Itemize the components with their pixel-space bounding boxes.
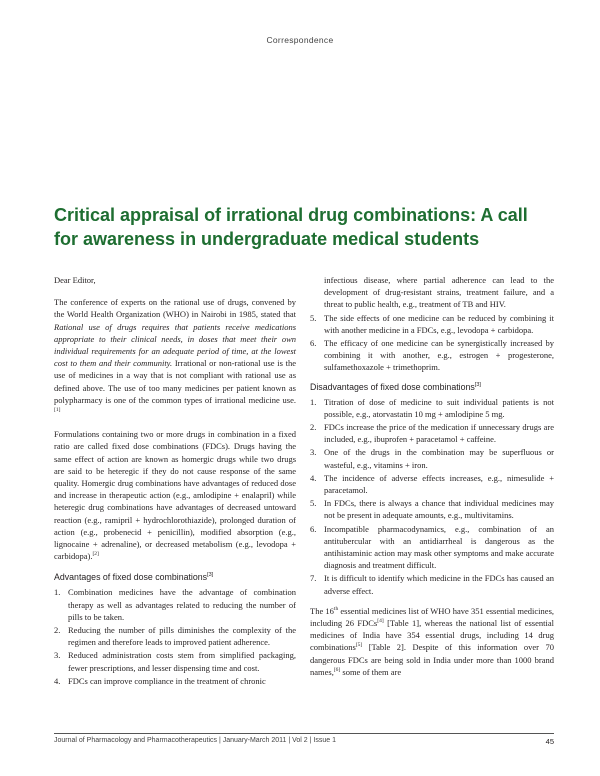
salutation: Dear Editor, (54, 275, 96, 285)
list-item: 5. In FDCs, there is always a chance that individual medicines may not be present in adequate amounts, e.g., multivitamins. (310, 498, 554, 521)
journal-info: Journal of Pharmacology and Pharmacotherapeutics | January-March 2011 | Vol 2 | Issue 1 (54, 737, 336, 744)
advantages-list (54, 586, 296, 687)
list-item: 2. Reducing the number of pills diminishes the complexity of the regimen and therefore leads to improved patient adherence. (54, 625, 296, 648)
list-item: 1. Titration of dose of medicine to suit individual patients is not possible, e.g., atorvastatin 10 mg + amlodipine 5 mg. (310, 396, 554, 419)
list-item: 1. Combination medicines have the advantage of combination therapy as well as advantages related to reducing the number of pills to be taken. (54, 587, 296, 622)
list-item: 6. Incompatible pharmacodynamics, e.g., combination of an antitubercular with an antidiarrheal is dangerous as the antihistaminic action may mask other symptoms and make accurate diagnosis and treatment difficult. (310, 523, 554, 571)
right-column (310, 274, 554, 688)
citation-ref[interactable]: [6] (333, 667, 341, 674)
citation-ref[interactable]: [3] (207, 572, 214, 579)
list-item: 4. FDCs can improve compliance in the treatment of chronic (54, 675, 266, 686)
list-item: 4. The incidence of adverse effects increases, e.g., nimesulide + paracetamol. (310, 472, 554, 496)
citation-ref[interactable]: [5] (355, 642, 363, 649)
section-label: Correspondence (266, 35, 334, 45)
advantages-heading: Advantages of fixed dose combinations[3] (54, 572, 214, 583)
article-title: Critical appraisal of irrational drug combinations: A call for awareness in undergraduate medical students (54, 205, 528, 249)
list-item: 2. FDCs increase the price of the medication if unnecessary drugs are included, e.g., ibuprofen + paracetamol + caffeine. (310, 422, 554, 445)
paragraph-fdc-definition: Formulations containing two or more drugs in combination in a fixed ratio are called fixed dose combinations (FDCs). Drugs having the same effect of action are known as homergic drugs while two drugs are said to be heteregic if they do not cause response of the same quality. Homergic drug combinations have advantages of reduced dose and increase in therapeutic action (e.g., amlodipine + enalapril) while heteregic drug combinations have advantages of decreased untoward reaction (e.g., ramipril + hydrochlorothiazide), prolonged duration of action (e.g., probenecid + penicillin), modified absorption (e.g., lignocaine + adrenaline), or decreased metabolism (e.g., levodopa + carbidopa).[2] (54, 429, 296, 562)
citation-ref[interactable]: [2] (92, 551, 99, 558)
citation-ref[interactable]: [3] (474, 381, 481, 388)
paragraph-essential-medicines: The 16th essential medicines list of WHO have 351 essential medicines, including 26 FDCs[4] [Table 1], whereas the national list of essential medicines of India have 354 essential drugs, including 14 drug combinations[5] [Table 2]. Despite of this information over 70 dangerous FDCs are being sold in India under more than 1000 brand names,[6] some of them are (310, 605, 555, 677)
page-footer (54, 733, 554, 746)
citation-ref[interactable]: [1] (54, 407, 61, 414)
page-number: 45 (545, 737, 554, 746)
list-item: 7. It is difficult to identify which medicine in the FDCs has caused an adverse effect. (310, 573, 554, 596)
list-item: 5. The side effects of one medicine can be reduced by combining it with another medicine in a FDCs, e.g., levodopa + carbidopa. (310, 312, 554, 335)
list-item: 6. The efficacy of one medicine can be synergistically increased by combining it with another, e.g., estrogen + progesterone, sulfamethoxazole + trimethoprim. (310, 338, 554, 373)
citation-ref[interactable]: [4] (377, 618, 384, 625)
paragraph-rational-use: The conference of experts on the rational use of drugs, convened by the World Health Organization (WHO) in Nairobi in 1985, stated that Rational use of drugs requires that patients receive medications appropriate to their clinical needs, in doses that meet their own individual requirements for an adequate period of time, at the lowest cost to them and their community. Irrational or non-rational use is the use of medicines in a way that is not compliant with rational use as defined above. The use of too many medicines per patient known as polypharmacy is one of the common types of irrational medicine use.[1] (54, 297, 296, 414)
list-item-continuation: infectious disease, where partial adherence can lead to the development of drug-resistant strains, treatment failure, and a threat to public health, e.g., treatment of TB and HIV. (324, 275, 554, 310)
disadvantages-heading: Disadvantages of fixed dose combinations[3] (310, 381, 481, 392)
list-item: 3. Reduced administration costs stem from simplified packaging, fewer prescriptions, and lesser dispensing time and cost. (54, 650, 296, 673)
advantages-list-continued (310, 312, 554, 374)
list-item: 3. One of the drugs in the combination may be superfluous or wasteful, e.g., vitamins + iron. (310, 447, 554, 470)
left-column (54, 274, 296, 695)
disadvantages-list (310, 396, 554, 597)
